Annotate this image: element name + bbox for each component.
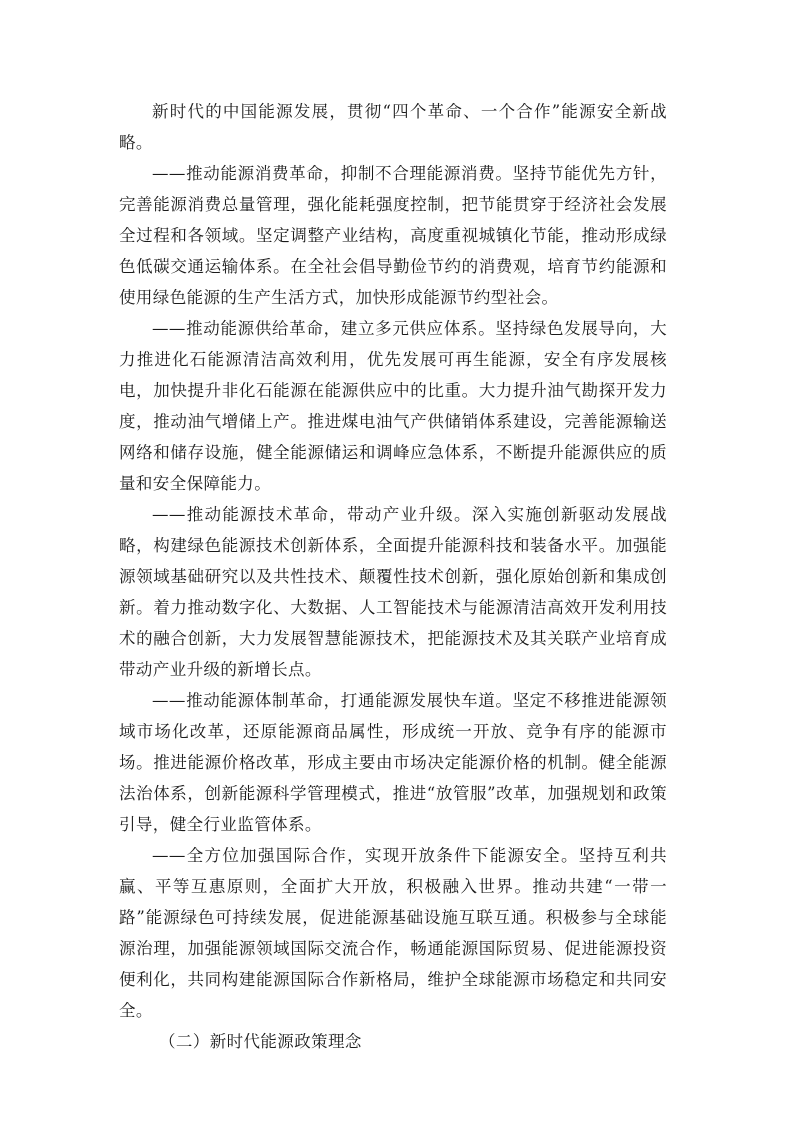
paragraph-intro: 新时代的中国能源发展，贯彻“四个革命、一个合作”能源安全新战略。 — [119, 102, 667, 152]
section-heading: （二）新时代能源政策理念 — [159, 1032, 362, 1051]
paragraph-international-cooperation: ——全方位加强国际合作，实现开放条件下能源安全。坚持互利共赢、平等互惠原则，全面扩大开放，积极融入世界。推动共建“一带一路”能源绿色可持续发展，促进能源基础设施互联互通。积极参与全球能源治理，加强能源领域国际交流合作，畅通能源国际贸易、促进能源投资便利化，共同构建能源国际合作新格局，维护全球能源市场稳定和共同安全。 — [119, 846, 667, 1020]
paragraph-supply-revolution: ——推动能源供给革命，建立多元供应体系。坚持绿色发展导向，大力推进化石能源清洁高效利用，优先发展可再生能源，安全有序发展核电，加快提升非化石能源在能源供应中的比重。大力提升油气勘探开发力度，推动油气增储上产。推进煤电油气产供储销体系建设，完善能源输送网络和储存设施，健全能源储运和调峰应急体系，不断提升能源供应的质量和安全保障能力。 — [119, 319, 667, 493]
paragraph-technology-revolution: ——推动能源技术革命，带动产业升级。深入实施创新驱动发展战略，构建绿色能源技术创新体系，全面提升能源科技和装备水平。加强能源领域基础研究以及共性技术、颠覆性技术创新，强化原始创新和集成创新。着力推动数字化、大数据、人工智能技术与能源清洁高效开发利用技术的融合创新，大力发展智慧能源技术，把能源技术及其关联产业培育成带动产业升级的新增长点。 — [119, 505, 667, 679]
paragraph-consumption-revolution: ——推动能源消费革命，抑制不合理能源消费。坚持节能优先方针，完善能源消费总量管理，强化能耗强度控制，把节能贯穿于经济社会发展全过程和各领域。坚定调整产业结构，高度重视城镇化节能，推动形成绿色低碳交通运输体系。在全社会倡导勤俭节约的消费观，培育节约能源和使用绿色能源的生产生活方式，加快形成能源节约型社会。 — [119, 164, 667, 307]
paragraph-system-revolution: ——推动能源体制革命，打通能源发展快车道。坚定不移推进能源领域市场化改革，还原能源商品属性，形成统一开放、竞争有序的能源市场。推进能源价格改革，形成主要由市场决定能源价格的机制。健全能源法治体系，创新能源科学管理模式，推进“放管服”改革，加强规划和政策引导，健全行业监管体系。 — [119, 691, 667, 834]
document-page — [119, 96, 667, 1057]
